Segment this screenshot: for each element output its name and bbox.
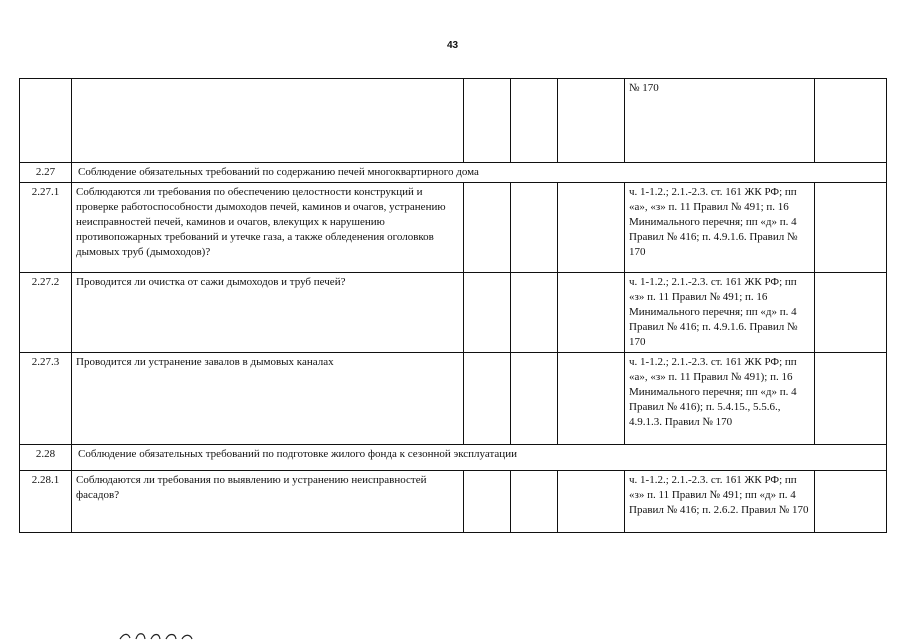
cell-answer-yes: [464, 273, 511, 353]
cell-number: [20, 79, 72, 163]
cell-answer-yes: [464, 471, 511, 533]
cell-answer-no: [511, 273, 558, 353]
cell-requirements: № 170: [625, 79, 815, 163]
cell-question: Соблюдаются ли требования по выявлению и устранению неисправностей фасадов?: [72, 471, 464, 533]
cell-number: 2.27.3: [20, 353, 72, 445]
cell-notes: [815, 183, 887, 273]
section-row: [20, 163, 887, 183]
cell-question: Соблюдаются ли требования по обеспечению целостности конструкций и проверке работоспособности дымоходов печей, каминов и очагов, устранению неисправностей печей, каминов и очагов, влекущих к нарушению противопожарных требований и утечке газа, а также обледенения оголовков дымовых труб (дымоходов)?: [72, 183, 464, 273]
section-number: 2.27: [20, 163, 72, 183]
table-row: [20, 273, 887, 353]
checklist-table: [19, 78, 887, 533]
cell-answer-na: [558, 183, 625, 273]
cell-answer-yes: [464, 183, 511, 273]
handwritten-mark: [118, 630, 208, 640]
cell-answer-na: [558, 471, 625, 533]
cell-answer-no: [511, 79, 558, 163]
table-row: [20, 471, 887, 533]
section-number: 2.28: [20, 445, 72, 471]
cell-number: 2.27.1: [20, 183, 72, 273]
cell-requirements: ч. 1-1.2.; 2.1.-2.3. ст. 161 ЖК РФ; пп «а», «з» п. 11 Правил № 491; п. 16 Минимального перечня; пп «д» п. 4 Правил № 416; п. 4.9.1.6. Правил № 170: [625, 183, 815, 273]
cell-question: Проводится ли очистка от сажи дымоходов и труб печей?: [72, 273, 464, 353]
cell-answer-na: [558, 273, 625, 353]
cell-notes: [815, 273, 887, 353]
cell-requirements: ч. 1-1.2.; 2.1.-2.3. ст. 161 ЖК РФ; пп «з» п. 11 Правил № 491; п. 16 Минимального перечня; пп «д» п. 4 Правил № 416; п. 4.9.1.6. Правил № 170: [625, 273, 815, 353]
section-row: [20, 445, 887, 471]
cell-answer-yes: [464, 79, 511, 163]
cell-answer-no: [511, 353, 558, 445]
page-number: 43: [446, 40, 459, 51]
table-row-continuation: [20, 79, 887, 163]
cell-requirements: ч. 1-1.2.; 2.1.-2.3. ст. 161 ЖК РФ; пп «з» п. 11 Правил № 491; пп «д» п. 4 Правил № 416; п. 2.6.2. Правил № 170: [625, 471, 815, 533]
cell-number: 2.28.1: [20, 471, 72, 533]
cell-answer-no: [511, 471, 558, 533]
cell-notes: [815, 79, 887, 163]
section-title: Соблюдение обязательных требований по содержанию печей многоквартирного дома: [72, 163, 887, 183]
cell-number: 2.27.2: [20, 273, 72, 353]
table-row: [20, 183, 887, 273]
cell-question: Проводится ли устранение завалов в дымовых каналах: [72, 353, 464, 445]
section-title: Соблюдение обязательных требований по подготовке жилого фонда к сезонной эксплуатации: [72, 445, 887, 471]
cell-answer-na: [558, 79, 625, 163]
table-row: [20, 353, 887, 445]
cell-answer-no: [511, 183, 558, 273]
cell-question: [72, 79, 464, 163]
cell-notes: [815, 471, 887, 533]
cell-notes: [815, 353, 887, 445]
cell-requirements: ч. 1-1.2.; 2.1.-2.3. ст. 161 ЖК РФ; пп «а», «з» п. 11 Правил № 491); п. 16 Минимального перечня; пп «д» п. 4 Правил № 416); п. 5.4.15., 5.5.6., 4.9.1.3. Правил № 170: [625, 353, 815, 445]
cell-answer-yes: [464, 353, 511, 445]
cell-answer-na: [558, 353, 625, 445]
